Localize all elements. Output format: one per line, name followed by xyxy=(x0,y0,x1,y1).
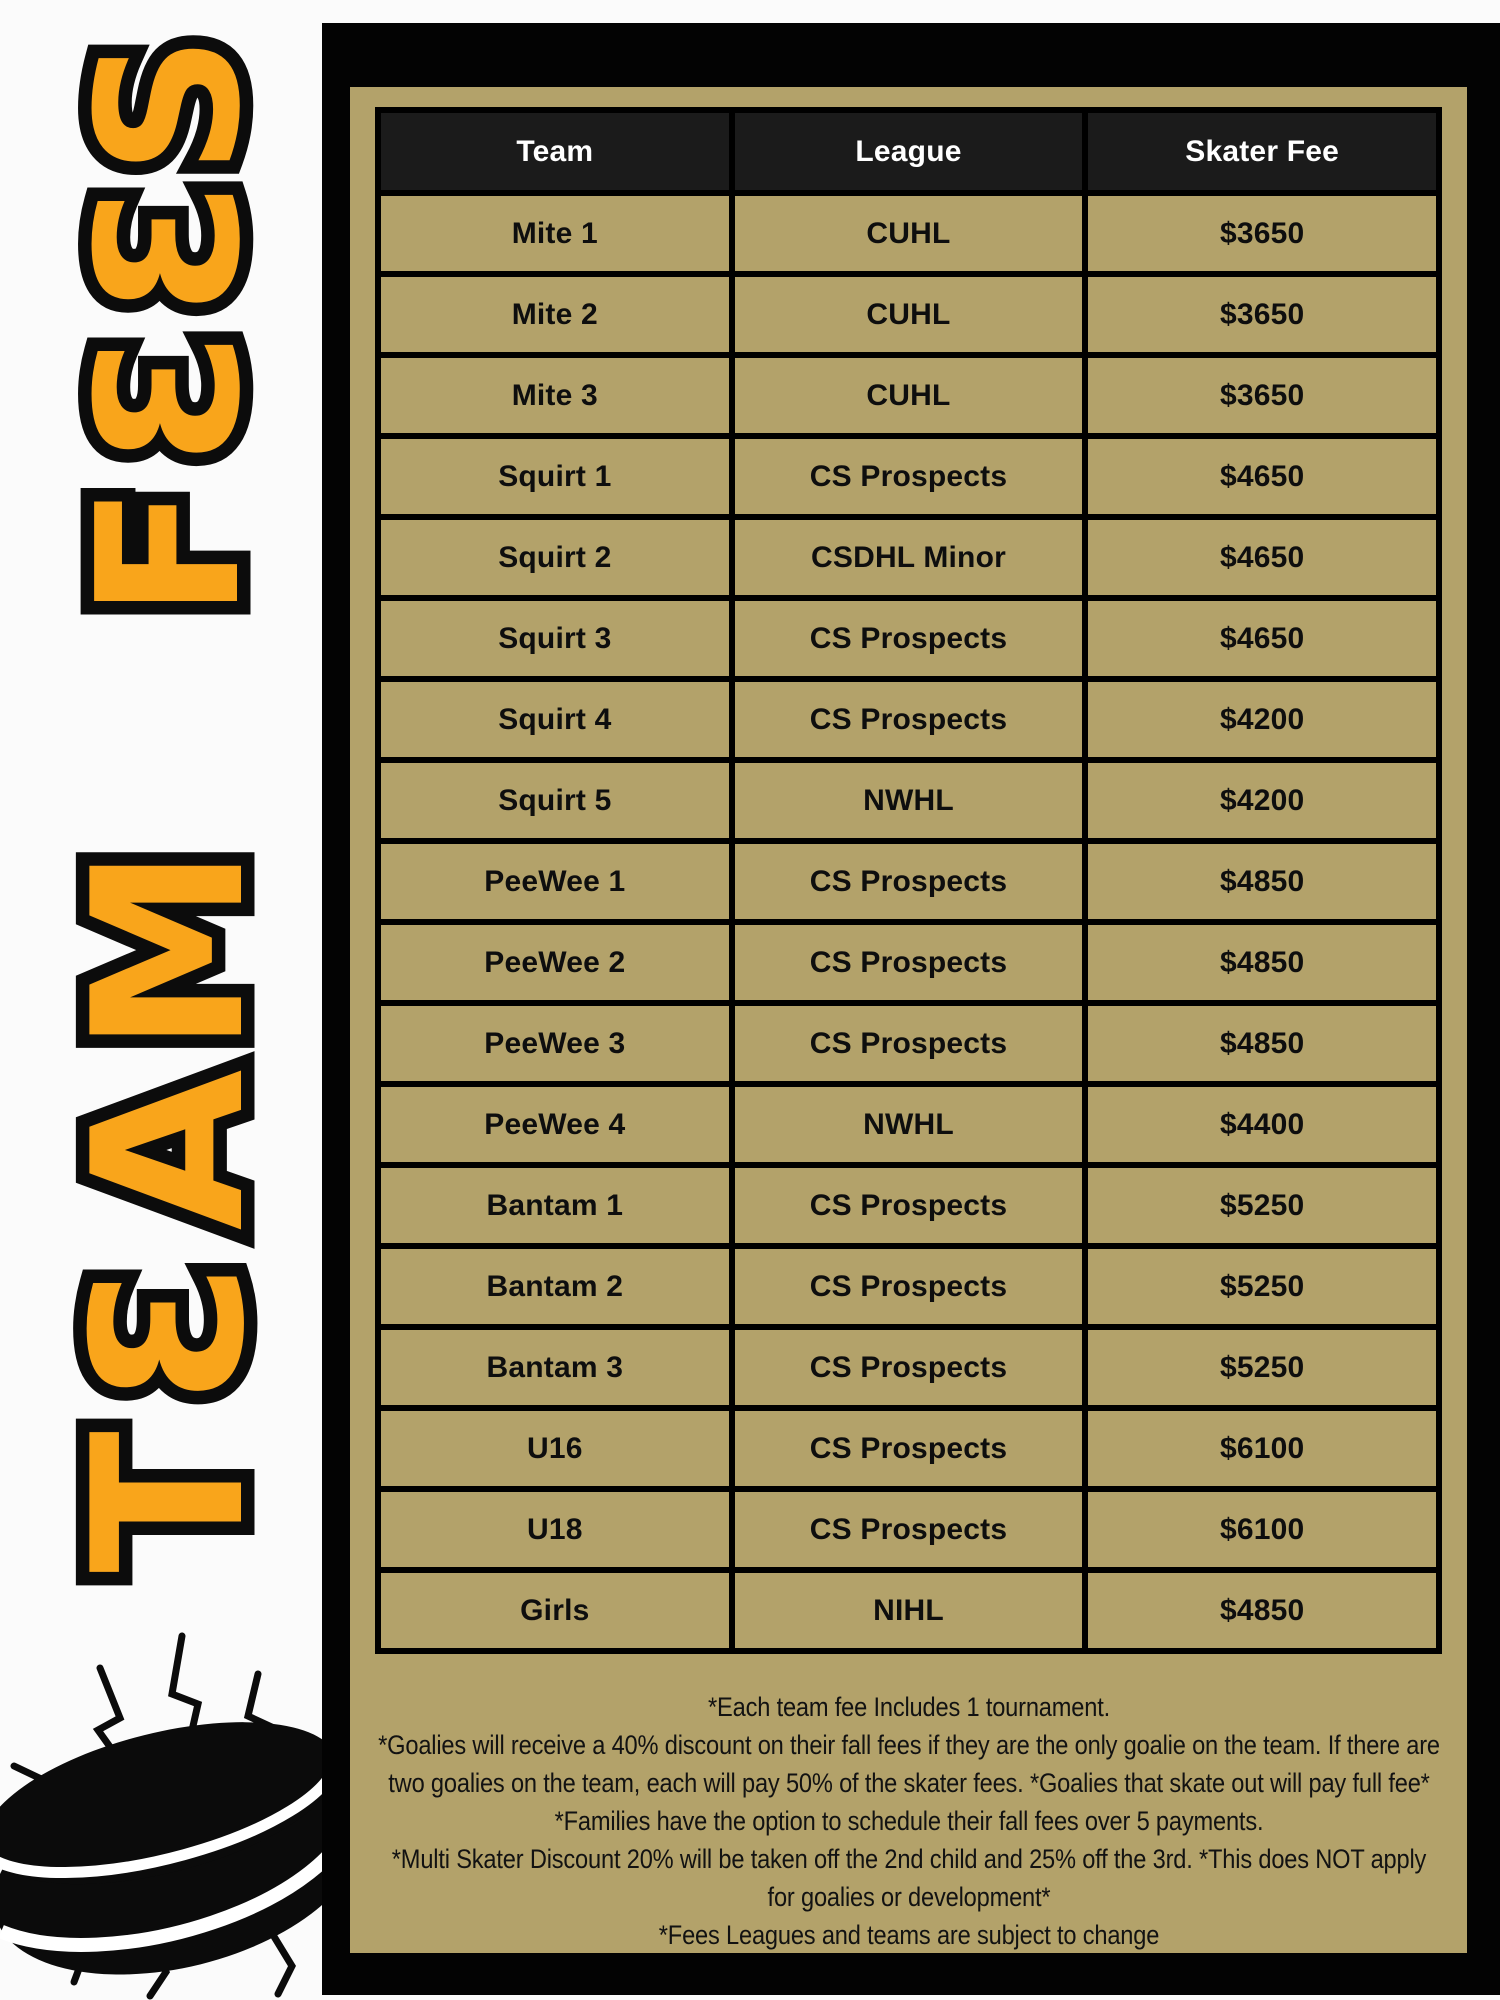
team-cell: Mite 1 xyxy=(381,196,729,271)
column-header-team: Team xyxy=(381,113,729,190)
fee-cell: $5250 xyxy=(1088,1168,1436,1243)
fee-cell: $6100 xyxy=(1088,1411,1436,1486)
team-cell: PeeWee 3 xyxy=(381,1006,729,1081)
team-cell: Mite 2 xyxy=(381,277,729,352)
hockey-puck-icon xyxy=(0,1590,340,2000)
left-panel xyxy=(0,0,322,2000)
fee-cell: $4850 xyxy=(1088,1573,1436,1648)
fee-cell: $4650 xyxy=(1088,520,1436,595)
team-cell: Bantam 3 xyxy=(381,1330,729,1405)
fee-cell: $4650 xyxy=(1088,439,1436,514)
team-cell: PeeWee 4 xyxy=(381,1087,729,1162)
team-cell: Bantam 1 xyxy=(381,1168,729,1243)
column-header-skater-fee: Skater Fee xyxy=(1088,113,1436,190)
league-cell: CUHL xyxy=(735,196,1083,271)
team-cell: Bantam 2 xyxy=(381,1249,729,1324)
league-cell: CUHL xyxy=(735,277,1083,352)
title-letter: T xyxy=(49,1431,291,1573)
fee-cell: $6100 xyxy=(1088,1492,1436,1567)
fee-cell: $3650 xyxy=(1088,358,1436,433)
team-cell: Girls xyxy=(381,1573,729,1648)
team-cell: PeeWee 2 xyxy=(381,925,729,1000)
fee-table xyxy=(375,107,1442,1654)
fee-cell: $5250 xyxy=(1088,1249,1436,1324)
fee-cell: $4850 xyxy=(1088,844,1436,919)
fee-cell: $4650 xyxy=(1088,601,1436,676)
team-cell: Squirt 5 xyxy=(381,763,729,838)
league-cell: CS Prospects xyxy=(735,1249,1083,1324)
league-cell: NWHL xyxy=(735,1087,1083,1162)
team-cell: Squirt 1 xyxy=(381,439,729,514)
league-cell: NIHL xyxy=(735,1573,1083,1648)
fee-cell: $3650 xyxy=(1088,277,1436,352)
league-cell: CS Prospects xyxy=(735,1411,1083,1486)
title-letter: M xyxy=(49,846,291,1054)
title-letter: S xyxy=(56,34,284,176)
fees-panel xyxy=(350,87,1467,1953)
league-cell: CS Prospects xyxy=(735,682,1083,757)
league-cell: CS Prospects xyxy=(735,1168,1083,1243)
footnote: *Each team fee Includes 1 tournament. xyxy=(708,1692,1110,1722)
footnote: *Fees Leagues and teams are subject to change xyxy=(658,1920,1160,1950)
footnote: *Goalies will receive a 40% discount on their fall fees if they are the only goalie on the team. If there are two goalies on the team, each will pay 50% of the skater fees. *Goalies that skate out will pay full fee* xyxy=(378,1730,1440,1798)
fee-cell: $4850 xyxy=(1088,1006,1436,1081)
black-backdrop xyxy=(322,23,1500,1995)
league-cell: CSDHL Minor xyxy=(735,520,1083,595)
league-cell: CS Prospects xyxy=(735,1492,1083,1567)
fee-cell: $5250 xyxy=(1088,1330,1436,1405)
league-cell: NWHL xyxy=(735,763,1083,838)
team-cell: Squirt 4 xyxy=(381,682,729,757)
title-letter: 3 xyxy=(49,1262,291,1408)
column-header-league: League xyxy=(735,113,1083,190)
title-letters xyxy=(49,34,291,1573)
league-cell: CS Prospects xyxy=(735,601,1083,676)
puck-body xyxy=(0,1690,340,2000)
fee-cell: $3650 xyxy=(1088,196,1436,271)
fee-cell: $4400 xyxy=(1088,1087,1436,1162)
title-letter: 3 xyxy=(56,331,284,469)
vertical-title xyxy=(0,0,330,1620)
fee-cell: $4850 xyxy=(1088,925,1436,1000)
title-letter: 3 xyxy=(56,181,284,319)
footnotes xyxy=(375,1688,1443,1954)
team-cell: U18 xyxy=(381,1492,729,1567)
league-cell: CS Prospects xyxy=(735,1006,1083,1081)
team-cell: Mite 3 xyxy=(381,358,729,433)
league-cell: CS Prospects xyxy=(735,439,1083,514)
team-cell: U16 xyxy=(381,1411,729,1486)
footnote: *Families have the option to schedule their fall fees over 5 payments. xyxy=(554,1806,1264,1836)
league-cell: CS Prospects xyxy=(735,925,1083,1000)
team-cell: Squirt 2 xyxy=(381,520,729,595)
footnote: *Multi Skater Discount 20% will be taken off the 2nd child and 25% off the 3rd. *This does NOT apply for goalies or development* xyxy=(391,1844,1427,1912)
league-cell: CS Prospects xyxy=(735,1330,1083,1405)
league-cell: CUHL xyxy=(735,358,1083,433)
fee-cell: $4200 xyxy=(1088,763,1436,838)
team-cell: PeeWee 1 xyxy=(381,844,729,919)
fee-cell: $4200 xyxy=(1088,682,1436,757)
title-letter: A xyxy=(49,1069,291,1231)
team-cell: Squirt 3 xyxy=(381,601,729,676)
title-letter: F xyxy=(56,485,284,619)
league-cell: CS Prospects xyxy=(735,844,1083,919)
